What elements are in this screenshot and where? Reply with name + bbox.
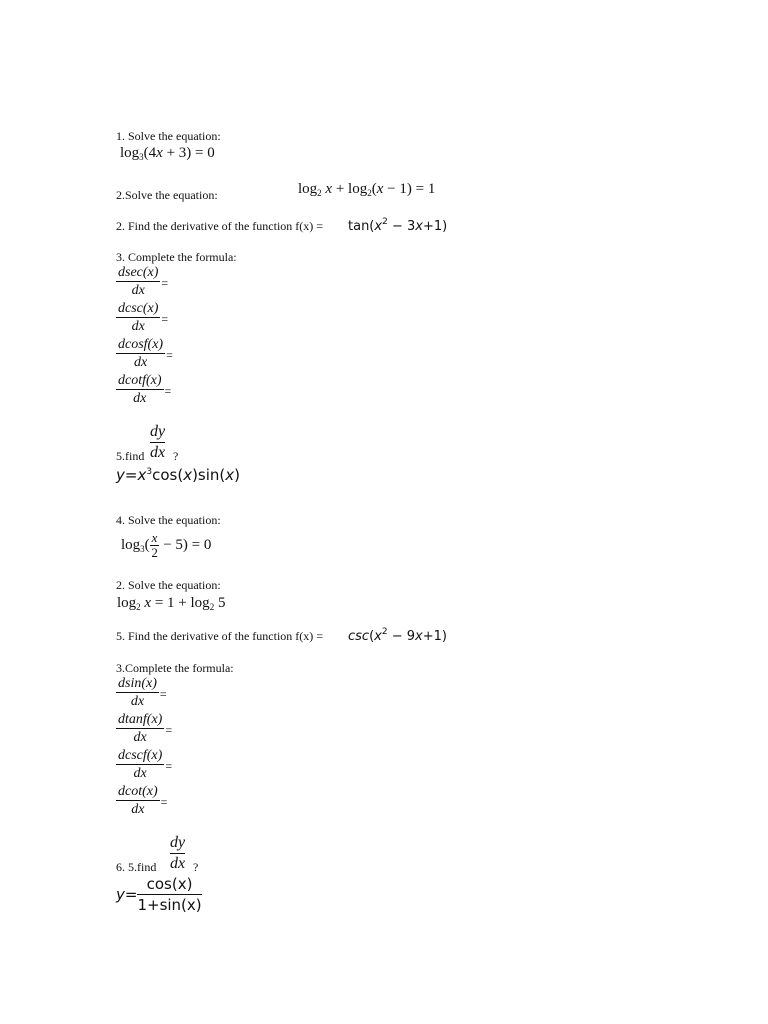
equals-sign: = xyxy=(159,687,167,701)
numerator: dsec(x) xyxy=(118,265,159,280)
denominator: dx xyxy=(116,692,159,710)
y-equals: y= xyxy=(116,885,138,904)
denominator: 1+sin(x) xyxy=(137,896,202,914)
numerator: dcscf(x) xyxy=(118,748,163,763)
q6-equation: $\log_3$( $\frac{x}{2}$ − 5) = 0 xyxy=(121,530,212,560)
q9-formula-4 xyxy=(116,783,167,818)
q9-label: 3.Complete the formula: xyxy=(116,661,234,675)
equals-sign: = xyxy=(161,276,169,290)
equals-sign: = xyxy=(165,759,173,773)
denominator: dx xyxy=(116,764,164,782)
q10-question-mark: ? xyxy=(193,860,199,874)
q5-dydx xyxy=(150,422,165,463)
q7-label: 2. Solve the equation: xyxy=(116,578,221,592)
numerator: dtanf(x) xyxy=(118,712,163,727)
denominator: dx xyxy=(116,281,160,299)
q4-formula-4 xyxy=(116,372,171,407)
numerator: dcosf(x) xyxy=(118,337,164,352)
q6-label: 4. Solve the equation: xyxy=(116,513,221,527)
q9-formula-3 xyxy=(116,747,172,782)
equals-sign: = xyxy=(166,348,173,362)
denominator: dx xyxy=(116,728,164,746)
q1-label: 1. Solve the equation: xyxy=(116,129,221,143)
q5-question-mark: ? xyxy=(173,449,179,463)
dx: dx xyxy=(150,444,166,461)
q3-label: 2. Find the derivative of the function f(x) = xyxy=(116,219,324,233)
numerator: dcotf(x) xyxy=(118,373,162,388)
numerator: dcot(x) xyxy=(118,784,158,799)
q1-equation: $\log_3(4x + 3) = 0$ xyxy=(120,145,215,162)
equals-sign: = xyxy=(165,723,173,737)
numerator: dcsc(x) xyxy=(118,301,159,316)
numerator: dsin(x) xyxy=(118,676,157,691)
q4-label: 3. Complete the formula: xyxy=(116,250,237,264)
q5-equation: $y=x^3\cos(x)\sin(x)$ xyxy=(116,466,241,484)
q4-formula-2 xyxy=(116,300,168,335)
denominator: dx xyxy=(116,800,160,818)
equals-sign: = xyxy=(161,312,169,326)
q9-formula-1 xyxy=(116,675,167,710)
equals-sign: = xyxy=(164,384,172,398)
q4-formula-3 xyxy=(116,336,173,371)
numerator: cos(x) xyxy=(146,875,193,893)
q7-equation: $\log_2 x = 1 + \log_2 5$ xyxy=(117,595,226,612)
q10-equation xyxy=(116,874,202,915)
q10-dydx xyxy=(170,833,185,874)
dy: dy xyxy=(170,834,186,851)
q10-label: 6. 5.find xyxy=(116,860,157,874)
denominator: dx xyxy=(116,389,164,407)
q5-label: 5.find xyxy=(116,449,145,463)
q8-label: 5. Find the derivative of the function f(x) = xyxy=(116,629,324,643)
dy: dy xyxy=(150,423,166,440)
q3-function: $\tan(x^2 - 3x+1)$ xyxy=(348,217,448,234)
denominator: dx xyxy=(116,353,165,371)
q9-formula-2 xyxy=(116,711,172,746)
q4-formula-1 xyxy=(116,264,168,299)
denominator: dx xyxy=(116,317,160,335)
dx: dx xyxy=(170,855,186,872)
q2-label: 2.Solve the equation: xyxy=(116,188,218,202)
q2-equation: $\log_2 x + \log_2(x - 1) = 1$ xyxy=(298,181,436,198)
q8-function: $\csc(x^2 - 9x+1)$ xyxy=(348,627,447,644)
equals-sign: = xyxy=(160,795,168,809)
